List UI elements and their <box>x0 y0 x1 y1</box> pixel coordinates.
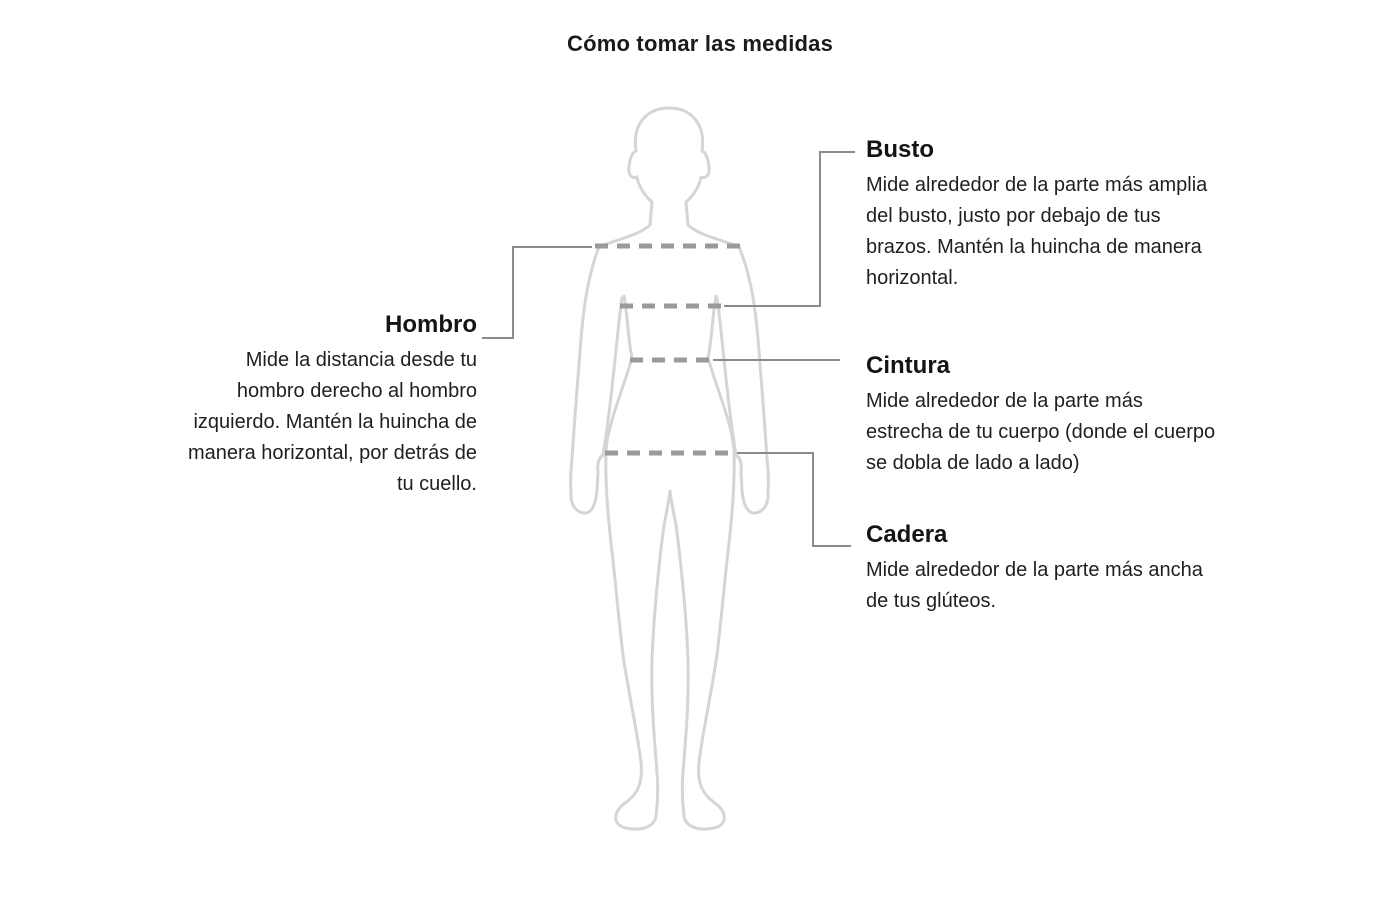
connector-lines <box>482 152 855 546</box>
female-body-silhouette-icon <box>571 108 769 829</box>
busto-description: Mide alrededor de la parte más amplia del busto, justo por debajo de tus brazos. Mantén la huincha de manera horizontal. <box>866 174 1208 289</box>
cadera-label: Cadera <box>866 521 948 548</box>
cintura-description: Mide alrededor de la parte más estrecha de tu cuerpo (donde el cuerpo se dobla de lado a lado) <box>866 390 1216 474</box>
busto-connector-line <box>724 152 855 306</box>
measurement-busto <box>866 136 1216 294</box>
busto-label: Busto <box>866 136 934 163</box>
hombro-description: Mide la distancia desde tu hombro derecho al hombro izquierdo. Mantén la huincha de manera horizontal, por detrás de tu cuello. <box>187 349 477 495</box>
cintura-label: Cintura <box>866 352 950 379</box>
hombro-connector-line <box>482 247 592 338</box>
cadera-description: Mide alrededor de la parte más ancha de tus glúteos. <box>866 559 1203 612</box>
body-torso-legs-outline <box>606 296 734 829</box>
measurement-cintura <box>866 352 1216 479</box>
cadera-connector-line <box>737 453 851 546</box>
measurement-hombro <box>187 311 477 500</box>
measurement-cadera <box>866 521 1216 617</box>
hombro-label: Hombro <box>385 311 477 338</box>
page-title: Cómo tomar las medidas <box>566 31 834 56</box>
